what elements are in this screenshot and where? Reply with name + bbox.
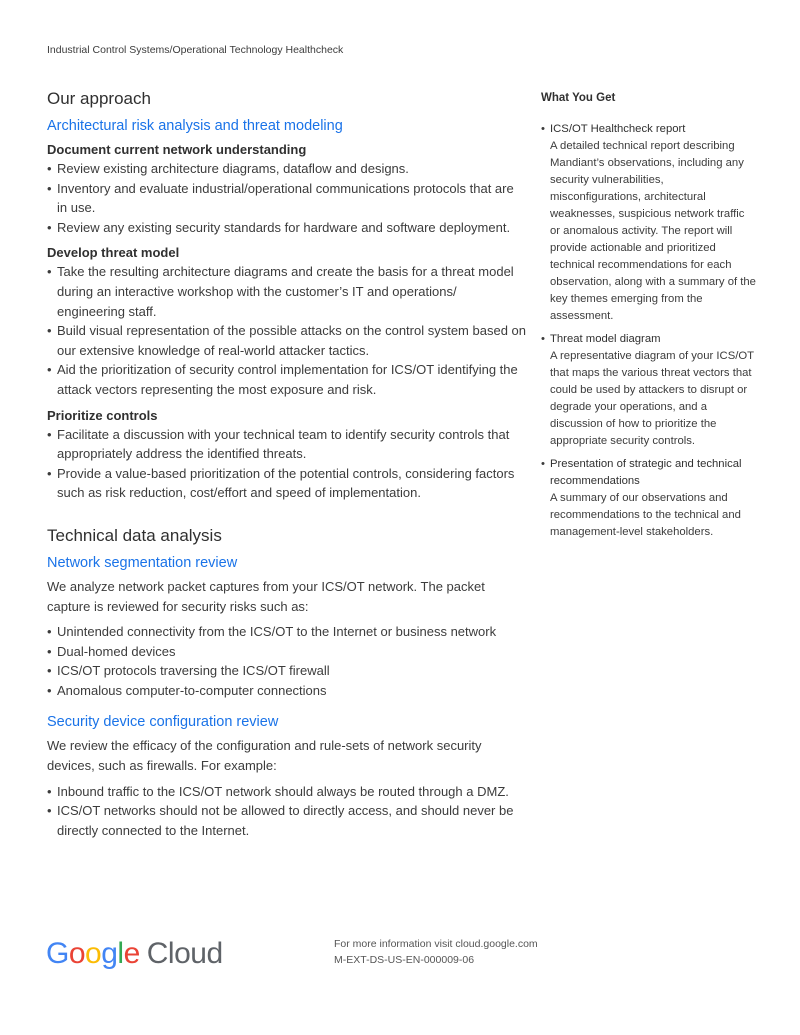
group-title-threat-model: Develop threat model	[47, 245, 180, 261]
list-item: • Inbound traffic to the ICS/OT network should always be routed through a DMZ.	[47, 782, 527, 802]
list-item: • Aid the prioritization of security control implementation for ICS/OT identifying the attack vectors representing the most exposure and risk.	[47, 360, 527, 399]
group-title-prioritize: Prioritize controls	[47, 407, 158, 423]
sidebar-item-title: • Presentation of strategic and technical recommendations	[550, 458, 742, 487]
list-item: • Provide a value-based prioritization of the potential controls, considering factors such as risk reduction, cost/effort and speed of implementation.	[47, 464, 527, 503]
logo-cloud-wordmark: Cloud	[146, 937, 223, 970]
running-header: Industrial Control Systems/Operational Technology Healthcheck	[47, 44, 344, 56]
list-item: • Build visual representation of the possible attacks on the control system based on our extensive knowledge of real-world attacker tactics.	[47, 321, 527, 360]
bullet-list-device-config	[47, 782, 527, 841]
list-item: • ICS/OT networks should not be allowed to directly access, and should never be directly connected to the Internet.	[47, 801, 527, 840]
sidebar-list	[541, 121, 757, 541]
logo-google-wordmark: Google	[46, 937, 140, 970]
main-column	[47, 88, 527, 840]
bullet-list-segmentation	[47, 622, 527, 700]
sidebar-item-desc: A representative diagram of your ICS/OT that maps the various threat vectors that could be used by attackers to disrupt or degrade your operations, and a discussion of how to prioritize the appropriate security controls.	[550, 350, 754, 447]
list-item: • Take the resulting architecture diagrams and create the basis for a threat model during an interactive workshop with the customer’s IT and operations/ engineering staff.	[47, 262, 527, 321]
group-title-document: Document current network understanding	[47, 142, 307, 157]
bullet-list-threat-model	[47, 262, 527, 399]
list-item: • Unintended connectivity from the ICS/OT to the Internet or business network	[47, 622, 527, 642]
sidebar-item-desc: A summary of our observations and recommendations to the technical and management-level stakeholders.	[550, 492, 741, 538]
section-heading-technical: Technical data analysis	[47, 525, 222, 545]
bullet-list-document	[47, 159, 527, 237]
sidebar-item-title: • ICS/OT Healthcheck report	[550, 123, 686, 135]
bullet-list-prioritize	[47, 425, 527, 503]
footer-info	[334, 936, 538, 968]
section-heading-approach: Our approach	[47, 89, 151, 108]
list-item: • Facilitate a discussion with your technical team to identify security controls that appropriately address the identified threats.	[47, 425, 527, 464]
list-item: • Review existing architecture diagrams, dataflow and designs.	[47, 159, 527, 179]
list-item: • Review any existing security standards for hardware and software deployment.	[47, 218, 527, 238]
sidebar-item-title: • Threat model diagram	[550, 333, 661, 345]
sidebar-item-threat-model	[541, 331, 757, 450]
footer-link-text: For more information visit cloud.google.com	[334, 938, 538, 950]
google-cloud-logo	[46, 936, 223, 972]
sidebar-what-you-get	[541, 90, 757, 547]
list-item: • Dual-homed devices	[47, 642, 527, 662]
subheading-risk-analysis: Architectural risk analysis and threat modeling	[47, 118, 343, 134]
list-item: • Inventory and evaluate industrial/operational communications protocols that are in use.	[47, 179, 527, 218]
footer-doc-code: M-EXT-DS-US-EN-000009-06	[334, 954, 475, 966]
subheading-segmentation: Network segmentation review	[47, 554, 238, 571]
list-item: • Anomalous computer-to-computer connections	[47, 681, 527, 701]
sidebar-item-report	[541, 121, 757, 325]
sidebar-title: What You Get	[541, 92, 616, 104]
sidebar-item-desc: A detailed technical report describing Mandiant’s observations, including any security vulnerabilities, misconfigurations, architectural weaknesses, suspicious network traffic or anomalous activity. The report will provide actionable and prioritized technical recommendations for each observation, along with a summary of the key themes emerging from the assessment.	[550, 140, 756, 322]
segmentation-intro: We analyze network packet captures from your ICS/OT network. The packet capture is reviewed for security risks such as:	[47, 578, 485, 614]
device-config-intro: We review the efficacy of the configuration and rule-sets of network security devices, such as firewalls. For example:	[47, 738, 482, 774]
subheading-device-config: Security device configuration review	[47, 714, 279, 731]
list-item: • ICS/OT protocols traversing the ICS/OT firewall	[47, 661, 527, 681]
sidebar-item-presentation	[541, 456, 757, 541]
